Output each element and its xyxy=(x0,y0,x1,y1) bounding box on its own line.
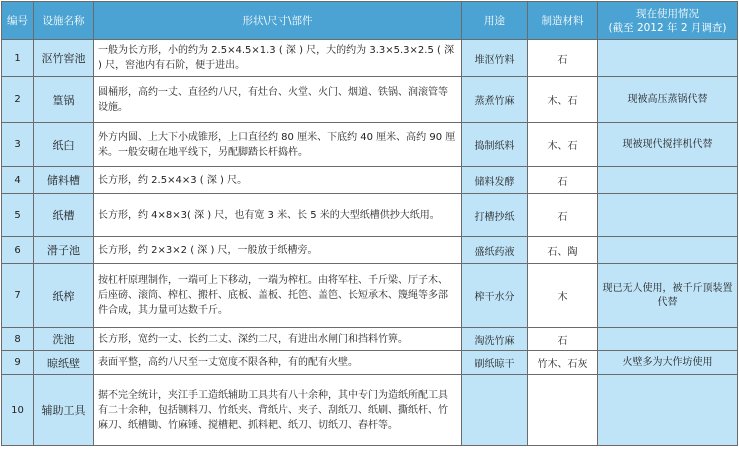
row-use: 刷纸晾干 xyxy=(462,351,528,375)
row-use: 榨干水分 xyxy=(462,264,528,328)
table-row xyxy=(2,351,738,375)
header-material: 制造材料 xyxy=(528,2,598,40)
row-status: 火壁多为大作坊使用 xyxy=(598,351,738,375)
row-material: 木 xyxy=(528,264,598,328)
row-material: 石 xyxy=(528,328,598,351)
row-no: 3 xyxy=(2,123,34,167)
table-row xyxy=(2,237,738,264)
row-desc: 外方内圆、上大下小成锥形，上口直径约 80 厘米、下底约 40 厘米、高约 90 厘米。一般安砌在地平线下，另配脚踏长杆捣杵。 xyxy=(94,123,462,167)
row-name: 滑子池 xyxy=(34,237,94,264)
row-status xyxy=(598,40,738,77)
row-name: 洗池 xyxy=(34,328,94,351)
row-desc: 圆桶形，高约一丈、直径约八尺，有灶台、火堂、火门、烟道、铁锅、润滚管等设施。 xyxy=(94,77,462,123)
header-row xyxy=(2,2,738,40)
row-desc: 长方形，约 2.5×4×3 ( 深 ) 尺。 xyxy=(94,167,462,194)
row-material: 木、石 xyxy=(528,77,598,123)
row-status xyxy=(598,194,738,237)
row-use: 打槽抄纸 xyxy=(462,194,528,237)
row-name: 纸臼 xyxy=(34,123,94,167)
table-row xyxy=(2,77,738,123)
row-name: 储料槽 xyxy=(34,167,94,194)
row-use xyxy=(462,375,528,446)
row-material: 石 xyxy=(528,40,598,77)
row-no: 4 xyxy=(2,167,34,194)
row-material xyxy=(528,375,598,446)
row-use: 堆沤竹料 xyxy=(462,40,528,77)
header-no: 编号 xyxy=(2,2,34,40)
row-status xyxy=(598,167,738,194)
header-name: 设施名称 xyxy=(34,2,94,40)
row-status: 现被现代搅拌机代替 xyxy=(598,123,738,167)
header-status-title: 现在使用情况 xyxy=(636,7,699,20)
table-row xyxy=(2,123,738,167)
row-no: 8 xyxy=(2,328,34,351)
row-material: 石 xyxy=(528,194,598,237)
table-container xyxy=(1,1,737,446)
row-name: 纸榨 xyxy=(34,264,94,328)
row-name: 篁锅 xyxy=(34,77,94,123)
row-status xyxy=(598,375,738,446)
row-desc: 据不完全统计，夹江手工造纸辅助工具共有八十余种，其中专门为造纸所配工具有二十余种，包括铡料刀、竹纸夹、背纸片、夹子、刮纸刀、纸刷、撕纸杆、竹麻刀、纸槽锄、竹麻锤、搅槽耙、抓料耙、纸刀、切纸刀、舂杆等。 xyxy=(94,375,462,446)
row-material: 竹木、石灰 xyxy=(528,351,598,375)
row-status: 现被高压蒸锅代替 xyxy=(598,77,738,123)
row-status: 现已无人使用，被千斤顶装置代替 xyxy=(598,264,738,328)
row-name: 辅助工具 xyxy=(34,375,94,446)
row-name: 纸槽 xyxy=(34,194,94,237)
header-use: 用途 xyxy=(462,2,528,40)
header-status-note: (截至 2012 年 2 月调查) xyxy=(608,21,727,34)
row-desc: 表面平整，高约八尺至一丈宽度不限各种，有的配有火壁。 xyxy=(94,351,462,375)
row-use: 蒸煮竹麻 xyxy=(462,77,528,123)
paper-tools-table xyxy=(1,1,738,446)
row-desc: 长方形，约 2×3×2 ( 深 ) 尺，一般放于纸槽旁。 xyxy=(94,237,462,264)
row-no: 7 xyxy=(2,264,34,328)
row-no: 5 xyxy=(2,194,34,237)
table-row xyxy=(2,264,738,328)
row-no: 10 xyxy=(2,375,34,446)
row-no: 1 xyxy=(2,40,34,77)
row-use: 盛纸药液 xyxy=(462,237,528,264)
table-row xyxy=(2,194,738,237)
row-use: 储料发酵 xyxy=(462,167,528,194)
row-use: 淘洗竹麻 xyxy=(462,328,528,351)
row-no: 2 xyxy=(2,77,34,123)
row-desc: 按杠杆原理制作，一端可上下移动，一端为榨杠。由将军柱、千斤梁、厅子木、后座磅、滚筒、榨杠、搬杆、底板、盖板、托笆、盖笆、长短承木、篾绳等多部件合成，其力量可达数千斤。 xyxy=(94,264,462,328)
row-no: 6 xyxy=(2,237,34,264)
row-status xyxy=(598,237,738,264)
row-desc: 长方形，约 4×8×3( 深 ) 尺，也有宽 3 米、长 5 米的大型纸槽供抄大纸用。 xyxy=(94,194,462,237)
row-material: 石 xyxy=(528,167,598,194)
row-status xyxy=(598,328,738,351)
table-row xyxy=(2,375,738,446)
row-name: 沤竹窖池 xyxy=(34,40,94,77)
table-row xyxy=(2,328,738,351)
row-desc: 长方形，宽约一丈、长约二丈、深约二尺，有进出水闸门和挡料竹箅。 xyxy=(94,328,462,351)
row-material: 木、石 xyxy=(528,123,598,167)
row-use: 捣制纸料 xyxy=(462,123,528,167)
row-no: 9 xyxy=(2,351,34,375)
row-desc: 一般为长方形，小的约为 2.5×4.5×1.3 ( 深 ) 尺，大的约为 3.3×5.3×2.5 ( 深 ) 尺，窖池内有石阶，便于进出。 xyxy=(94,40,462,77)
row-material: 石、陶 xyxy=(528,237,598,264)
header-desc: 形状\尺寸\部件 xyxy=(94,2,462,40)
header-status xyxy=(598,2,738,40)
row-name: 晾纸壁 xyxy=(34,351,94,375)
table-row xyxy=(2,40,738,77)
table-row xyxy=(2,167,738,194)
